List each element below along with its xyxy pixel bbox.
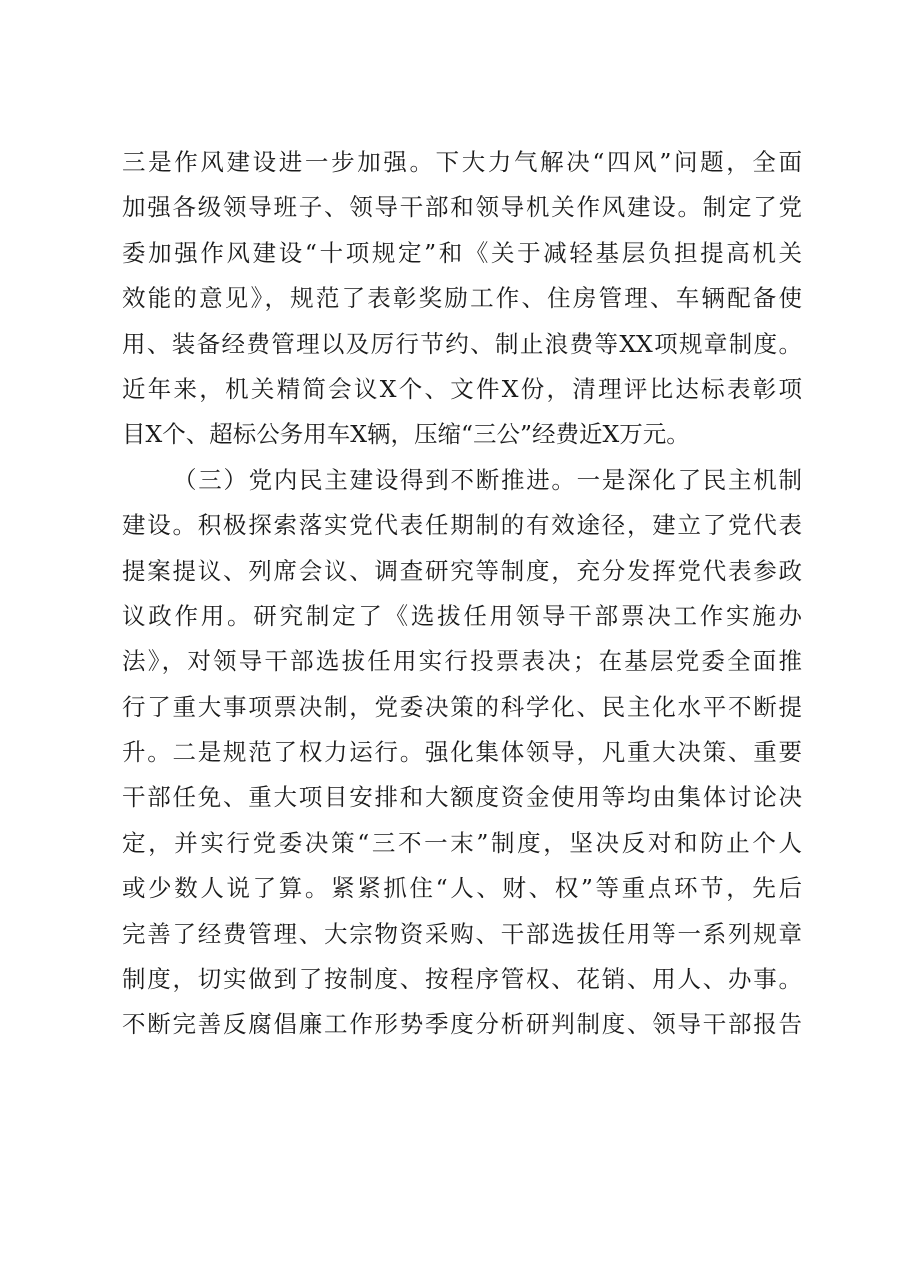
text-line: 制度，切实做到了按制度、按程序管权、花销、用人、办事。 [122, 965, 802, 994]
text-line: 提案提议、列席会议、调查研究等制度，充分发挥党代表参政 [122, 556, 802, 585]
text-line: 议政作用。研究制定了《选拔任用领导干部票决工作实施办 [122, 601, 802, 630]
section-heading-line: （三）党内民主建设得到不断推进。一是深化了民主机制 [173, 465, 802, 494]
text-line: 升。二是规范了权力运行。强化集体领导，凡重大决策、重要 [122, 738, 802, 767]
text-line: 近年来，机关精简会议X个、文件X份，清理评比达标表彰项 [122, 374, 802, 403]
text-line: 建设。积极探索落实党代表任期制的有效途径，建立了党代表 [122, 511, 802, 540]
text-line: 目X个、超标公务用车X辆，压缩“三公”经费近X万元。 [122, 420, 690, 449]
text-line: 三是作风建设进一步加强。下大力气解决“四风”问题，全面 [122, 148, 802, 176]
text-line: 完善了经费管理、大宗物资采购、干部选拔任用等一系列规章 [122, 919, 802, 948]
text-line: 或少数人说了算。紧紧抓住“人、财、权”等重点环节，先后 [122, 874, 802, 903]
text-line: 用、装备经费管理以及厉行节约、制止浪费等XX项规章制度。 [122, 329, 802, 358]
text-line: 法》，对领导干部选拔任用实行投票表决；在基层党委全面推 [122, 647, 802, 676]
text-line: 行了重大事项票决制，党委决策的科学化、民主化水平不断提 [122, 692, 802, 721]
text-line: 不断完善反腐倡廉工作形势季度分析研判制度、领导干部报告 [122, 1010, 802, 1039]
text-line: 委加强作风建设“十项规定”和《关于减轻基层负担提高机关 [122, 238, 802, 267]
text-line: 干部任免、重大项目安排和大额度资金使用等均由集体讨论决 [122, 783, 802, 812]
text-line: 加强各级领导班子、领导干部和领导机关作风建设。制定了党 [122, 193, 802, 222]
text-line: 效能的意见》，规范了表彰奖励工作、住房管理、车辆配备使 [122, 284, 802, 313]
text-line: 定，并实行党委决策“三不一末”制度，坚决反对和防止个人 [122, 828, 802, 857]
body-text [122, 140, 802, 1048]
